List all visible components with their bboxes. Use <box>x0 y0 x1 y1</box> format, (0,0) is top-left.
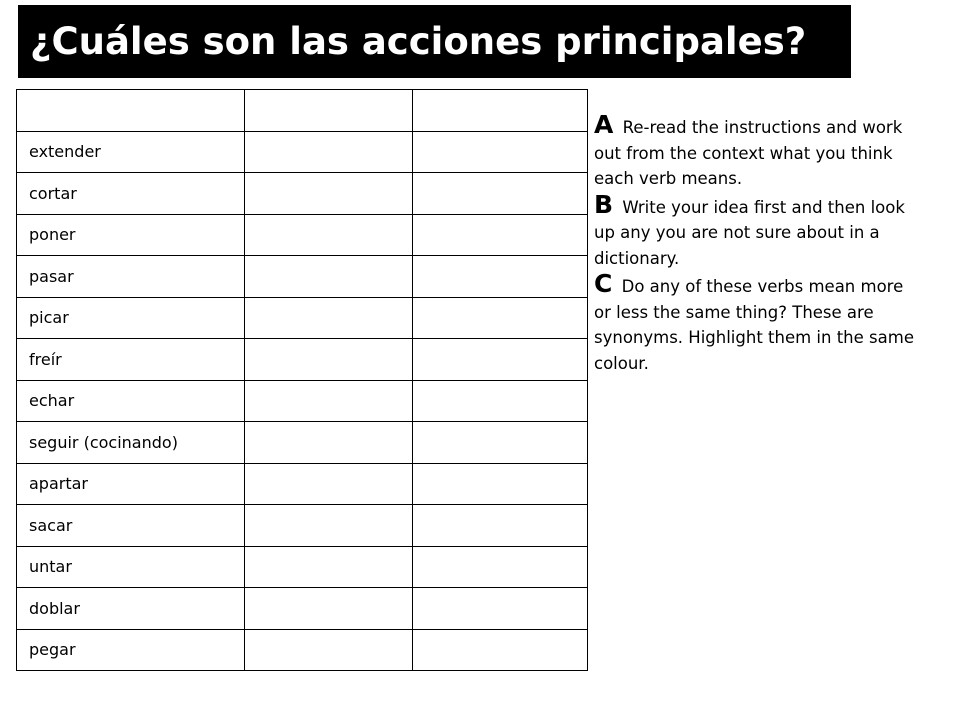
answer-cell[interactable] <box>245 629 413 671</box>
table-row <box>17 422 588 464</box>
verb-cell: echar <box>17 380 245 422</box>
verb-cell: cortar <box>17 173 245 215</box>
title-banner <box>18 5 851 78</box>
answer-cell[interactable] <box>413 214 588 256</box>
answer-cell[interactable] <box>413 131 588 173</box>
answer-cell[interactable] <box>245 297 413 339</box>
answer-cell[interactable] <box>413 588 588 630</box>
instruction-text: Write your idea first and then look up any you are not sure about in a dictionary. <box>594 197 905 268</box>
instruction-a <box>594 112 924 192</box>
table-row <box>17 380 588 422</box>
header-cell <box>17 90 245 132</box>
answer-cell[interactable] <box>245 463 413 505</box>
answer-cell[interactable] <box>413 297 588 339</box>
instruction-letter: A <box>594 110 614 139</box>
answer-cell[interactable] <box>245 131 413 173</box>
table-row <box>17 131 588 173</box>
answer-cell[interactable] <box>413 339 588 381</box>
answer-cell[interactable] <box>413 505 588 547</box>
verb-cell: untar <box>17 546 245 588</box>
table-row <box>17 339 588 381</box>
table-row <box>17 297 588 339</box>
instruction-text: Re-read the instructions and work out from the context what you think each verb means. <box>594 118 903 188</box>
verb-cell: doblar <box>17 588 245 630</box>
page-title: ¿Cuáles son las acciones principales? <box>30 20 807 63</box>
table-header-row <box>17 90 588 132</box>
instruction-text: Do any of these verbs mean more or less the same thing? These are synonyms. Highlight them in the same colour. <box>594 277 914 373</box>
answer-cell[interactable] <box>245 546 413 588</box>
answer-cell[interactable] <box>413 463 588 505</box>
answer-cell[interactable] <box>245 214 413 256</box>
verb-cell: pasar <box>17 256 245 298</box>
answer-cell[interactable] <box>413 256 588 298</box>
header-cell <box>245 90 413 132</box>
answer-cell[interactable] <box>245 339 413 381</box>
table-row <box>17 505 588 547</box>
answer-cell[interactable] <box>245 380 413 422</box>
verb-cell: apartar <box>17 463 245 505</box>
answer-cell[interactable] <box>413 173 588 215</box>
table-row <box>17 463 588 505</box>
table-row <box>17 588 588 630</box>
instructions-panel <box>594 112 924 376</box>
verb-table <box>16 89 588 671</box>
instruction-b <box>594 189 924 272</box>
answer-cell[interactable] <box>413 546 588 588</box>
table-row <box>17 173 588 215</box>
answer-cell[interactable] <box>245 588 413 630</box>
answer-cell[interactable] <box>413 380 588 422</box>
verb-cell: freír <box>17 339 245 381</box>
verb-cell: picar <box>17 297 245 339</box>
instruction-letter: B <box>594 189 614 219</box>
header-cell <box>413 90 588 132</box>
verb-cell: extender <box>17 131 245 173</box>
table-row <box>17 256 588 298</box>
answer-cell[interactable] <box>413 629 588 671</box>
answer-cell[interactable] <box>245 173 413 215</box>
verb-cell: poner <box>17 214 245 256</box>
verb-cell: sacar <box>17 505 245 547</box>
answer-cell[interactable] <box>245 422 413 464</box>
verb-cell: seguir (cocinando) <box>17 422 245 464</box>
table-row <box>17 214 588 256</box>
table-row <box>17 546 588 588</box>
answer-cell[interactable] <box>245 256 413 298</box>
instruction-c <box>594 271 924 376</box>
answer-cell[interactable] <box>245 505 413 547</box>
instruction-letter: C <box>594 269 613 298</box>
table-row <box>17 629 588 671</box>
answer-cell[interactable] <box>413 422 588 464</box>
verb-cell: pegar <box>17 629 245 671</box>
